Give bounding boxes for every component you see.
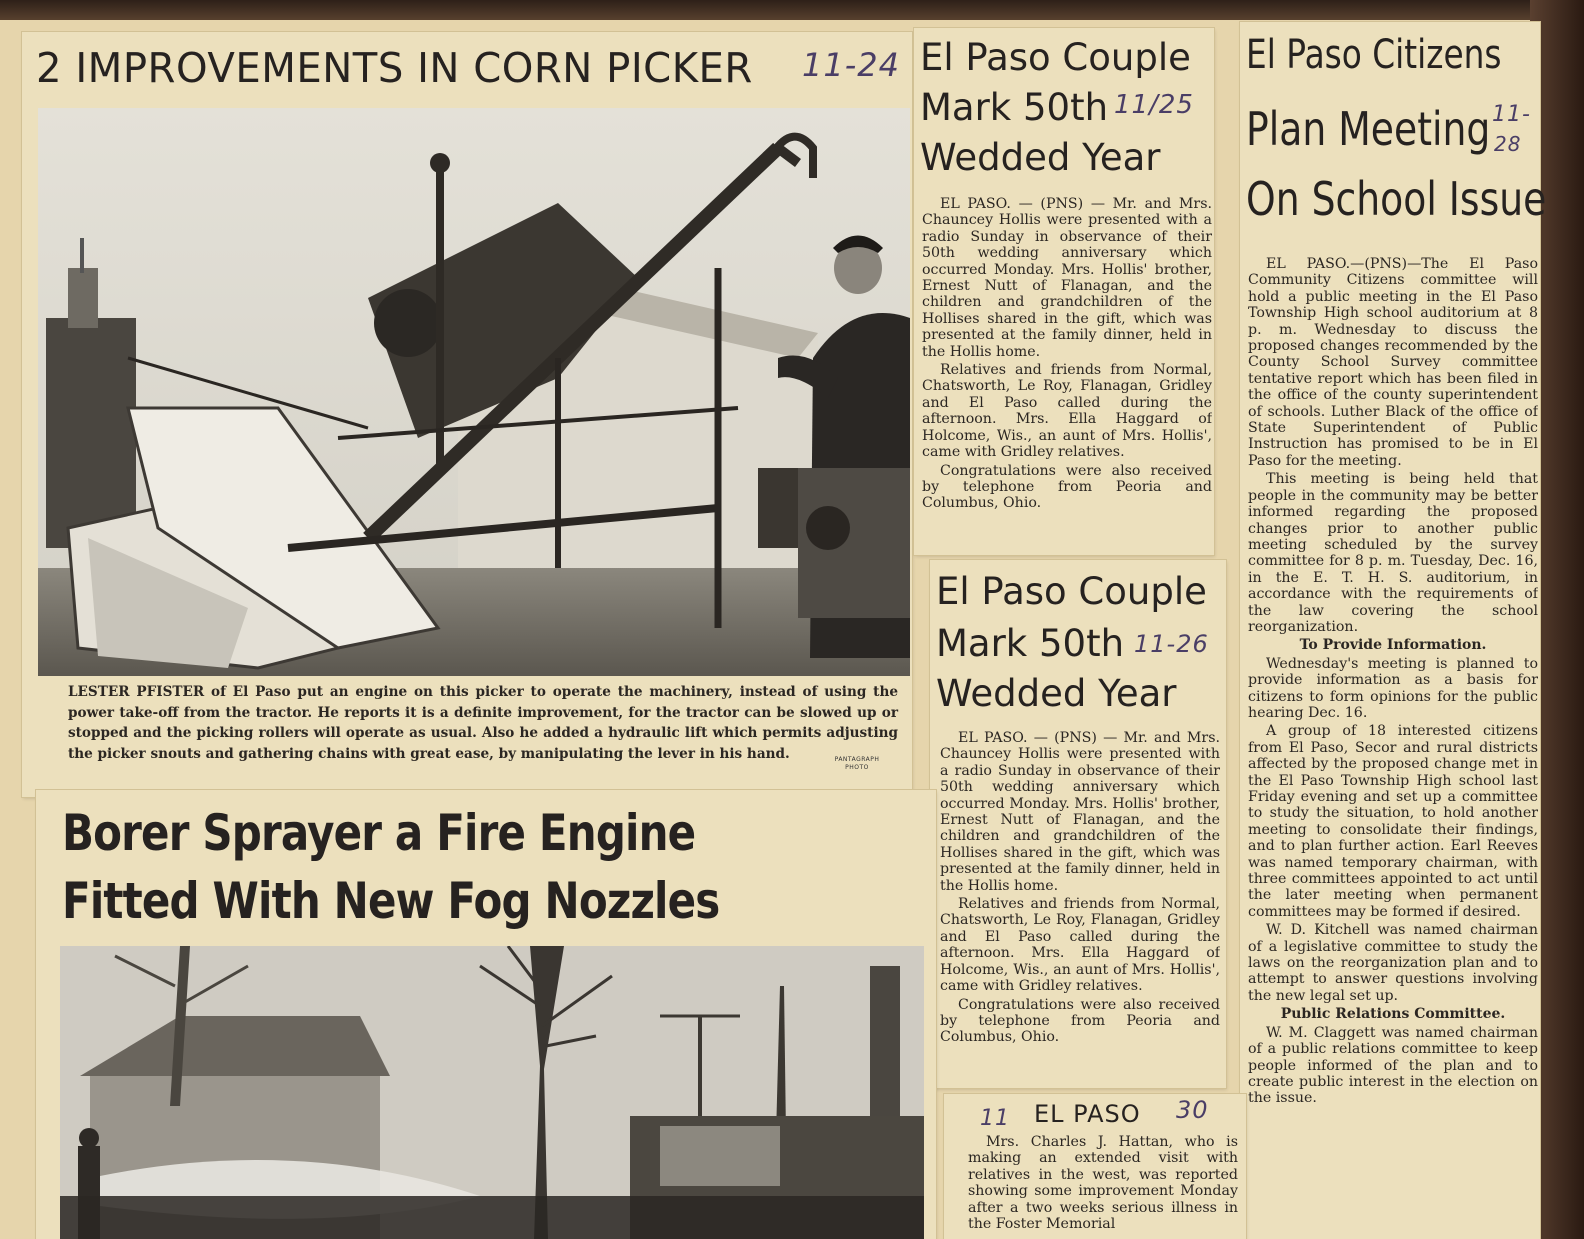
brief-paragraph-1: Mrs. Charles J. Hattan, who is making an extended visit with relatives in the west, was reported showing some improvement Monday after a two weeks serious illness in the Foster Memorial	[968, 1134, 1238, 1233]
citizens-subhead-1: To Provide Information.	[1299, 637, 1487, 654]
citizens-paragraph-5: W. D. Kitchell was named chairman of a legislative committee to study the laws on the reorganization plan and to attempt to answer questions involving the new legal set up.	[1248, 922, 1538, 1004]
corn-picker-photo-image	[38, 108, 910, 676]
couple-1-paragraph-3: Congratulations were also received by telephone from Peoria and Columbus, Ohio.	[922, 462, 1212, 512]
citizens-paragraph-3: Wednesday's meeting is planned to provide information as a basis for citizens to form opinions for the public hearing Dec. 16.	[1248, 655, 1538, 721]
citizens-paragraph-4: A group of 18 interested citizens from El Paso, Secor and rural districts affected by the proposed change met in the El Paso Township High school last Friday evening and set up a committee to study the situation, to hold another meeting to consolidate their findings, and to plan further action. Earl Reeves was named temporary chairman, with three committees appointed to act until the later meeting when permanent committees may be formed if desired.	[1248, 723, 1538, 920]
couple-2-paragraph-1: EL PASO. — (PNS) — Mr. and Mrs. Chauncey Hollis were presented with a radio Sunday in observance of their 50th wedding anniversary which occurred Monday. Mrs. Hollis' brother, Ernest Nutt of Flanagan, and the children and grandchildren of the Hollises shared in the gift, which was presented at the family dinner, held in the Hollis home.	[940, 730, 1220, 894]
couple-1-paragraph-2: Relatives and friends from Normal, Chatsworth, Le Roy, Flanagan, Gridley and El Paso called during the afternoon. Mrs. Ella Haggard of Holcome, Wis., an aunt of Mrs. Hollis', came with Gridley relatives.	[922, 362, 1212, 461]
couple-1-date-note: 11/25	[1114, 90, 1194, 120]
date-note: 11-24	[802, 46, 900, 84]
corn-picker-clipping	[22, 32, 912, 797]
citizens-date-note-1: 11-	[1492, 102, 1531, 127]
corn-picker-headline: 2 IMPROVEMENTS IN CORN PICKER	[36, 44, 753, 92]
borer-sprayer-photo-image	[60, 946, 924, 1239]
brief-date-note-2: 30	[1176, 1096, 1209, 1124]
photo-credit-line-1: PANTAGRAPH	[834, 756, 880, 763]
couple-2-paragraph-3: Congratulations were also received by telephone from Peoria and Columbus, Ohio.	[940, 996, 1220, 1046]
brief-headline: EL PASO	[1034, 1100, 1141, 1128]
photo-credit-line-2: PHOTO	[845, 764, 869, 771]
couple-2-headline-line-2: Mark 50th	[936, 622, 1125, 665]
citizens-paragraph-1: EL PASO.—(PNS)—The El Paso Community Citizens committee will hold a public meeting in the El Paso Township High school auditorium at 8 p. m. Wednesday to discuss the proposed changes recommended by the County School Survey committee tentative report which has been filed in the office of the county superintendent of schools. Luther Black of the office of State Superintendent of Public Instruction has promised to be in El Paso for the meeting.	[1248, 256, 1538, 469]
citizens-headline-line-1: El Paso Citizens	[1246, 32, 1502, 78]
citizens-subhead-2: Public Relations Committee.	[1280, 1006, 1506, 1023]
citizens-body	[1248, 256, 1538, 1239]
brief-body	[968, 1134, 1238, 1239]
borer-sprayer-clipping	[36, 790, 936, 1239]
caption-text: of El Paso put an engine on this picker to operate the machinery, instead of using the power take-off from the tractor. He reports it is a definite improvement, for the tractor can be slowed up or stopped and the picking rollers will operate as usual. Also he added a hydraulic lift which permits adjusting the picker snouts and gathering chains with great ease, by manipulating the lever in his hand.	[68, 684, 898, 762]
couple-2-headline-line-3: Wedded Year	[936, 672, 1177, 715]
citizens-paragraph-6: W. M. Claggett was named chairman of a public relations committee to keep people informed of the plan and to create public interest in the election on the issue.	[1248, 1024, 1538, 1107]
corn-picker-photo	[38, 108, 910, 676]
citizens-date-note-2: 28	[1494, 132, 1522, 156]
el-paso-brief-clipping	[944, 1094, 1246, 1239]
borer-headline-line-1: Borer Sprayer a Fire Engine	[62, 804, 696, 862]
brief-date-note-1: 11	[980, 1106, 1010, 1131]
couple-2-body	[940, 730, 1220, 1090]
borer-headline-line-2: Fitted With New Fog Nozzles	[62, 872, 720, 930]
corn-picker-caption	[68, 682, 898, 764]
caption-name: LESTER PFISTER	[68, 684, 205, 700]
couple-1-body	[922, 196, 1212, 556]
borer-sprayer-photo	[60, 946, 924, 1239]
couple-1-headline-line-1: El Paso Couple	[920, 36, 1191, 79]
couple-2-headline-line-1: El Paso Couple	[936, 570, 1207, 613]
citizens-clipping	[1240, 22, 1547, 1239]
scrapbook-top-edge	[0, 0, 1584, 22]
photo-credit	[822, 756, 892, 772]
couple-clipping-2	[930, 560, 1226, 1088]
couple-2-paragraph-2: Relatives and friends from Normal, Chatsworth, Le Roy, Flanagan, Gridley and El Paso called during the afternoon. Mrs. Ella Haggard of Holcome, Wis., an aunt of Mrs. Hollis', came with Gridley relatives.	[940, 896, 1220, 995]
couple-1-headline-line-3: Wedded Year	[920, 136, 1161, 179]
couple-2-date-note: 11-26	[1134, 630, 1209, 658]
couple-1-headline-line-2: Mark 50th	[920, 86, 1109, 129]
couple-clipping-1	[914, 28, 1214, 555]
citizens-paragraph-2: This meeting is being held that people in the community may be better informed regarding the proposed changes prior to another public meeting scheduled by the survey committee for 8 p. m. Tuesday, Dec. 16, in the E. T. H. S. auditorium, in accordance with the requirements of the law covering the school reorganization.	[1248, 471, 1538, 635]
couple-1-paragraph-1: EL PASO. — (PNS) — Mr. and Mrs. Chauncey Hollis were presented with a radio Sunday in observance of their 50th wedding anniversary which occurred Monday. Mrs. Hollis' brother, Ernest Nutt of Flanagan, and the children and grandchildren of the Hollises shared in the gift, which was presented at the family dinner, held in the Hollis home.	[922, 196, 1212, 360]
citizens-headline-line-2: Plan Meeting	[1246, 102, 1491, 156]
citizens-headline-line-3: On School Issue	[1246, 172, 1547, 226]
